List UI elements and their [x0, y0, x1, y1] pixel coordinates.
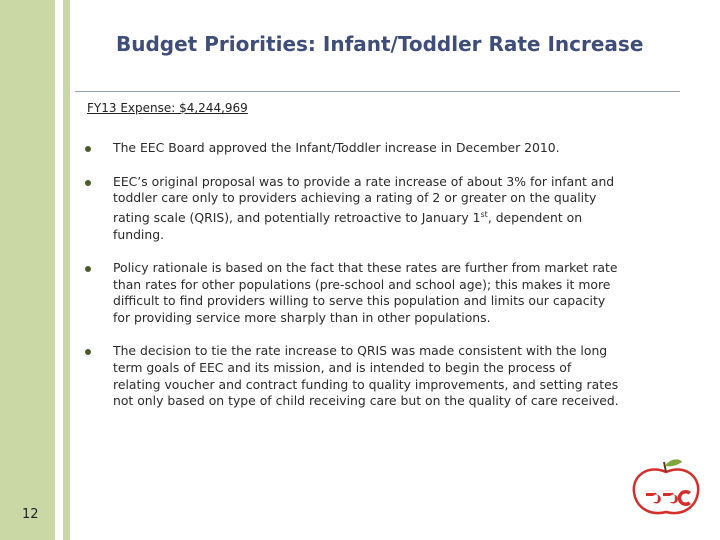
bullet-item: [82, 140, 622, 157]
eec-logo: [628, 458, 704, 518]
title-divider: [75, 91, 680, 92]
bullet-text: The decision to tie the rate increase to QRIS was made consistent with the long term goals of EEC and its mission, and is intended to begin the process of relating voucher and contract funding to quality improvements, and setting rates not only based on type of child receiving care but on the quality of care received.: [113, 343, 619, 409]
bullet-list: [82, 140, 622, 427]
expense-line: FY13 Expense: $4,244,969: [87, 101, 248, 115]
slide-title: Budget Priorities: Infant/Toddler Rate Increase: [116, 32, 644, 56]
bullet-text: EEC’s original proposal was to provide a rate increase of about 3% for infant and toddler care only to providers achieving a rating of 2 or greater on the quality rating scale (QRIS), and potentially retroactive to January 1: [113, 173, 615, 225]
bullet-text: The EEC Board approved the Infant/Toddler increase in December 2010.: [113, 140, 560, 155]
bullet-item: [82, 174, 622, 244]
left-decorative-band: [0, 0, 55, 540]
bullet-text: Policy rationale is based on the fact that these rates are further from market rate than rates for other populations (pre-school and school age); this makes it more difficult to find providers willing to serve this population and limits our capacity for providing service more sharply than in other populations.: [113, 260, 618, 325]
left-decorative-stripe: [63, 0, 70, 540]
bullet-icon: [85, 180, 91, 186]
bullet-item: [82, 343, 622, 409]
bullet-text-tail: , dependent on funding.: [113, 209, 583, 242]
bullet-icon: [85, 349, 91, 355]
bullet-icon: [85, 266, 91, 272]
bullet-icon: [85, 146, 91, 152]
page-number: 12: [22, 507, 39, 522]
bullet-superscript: st: [480, 209, 488, 219]
bullet-item: [82, 260, 622, 326]
